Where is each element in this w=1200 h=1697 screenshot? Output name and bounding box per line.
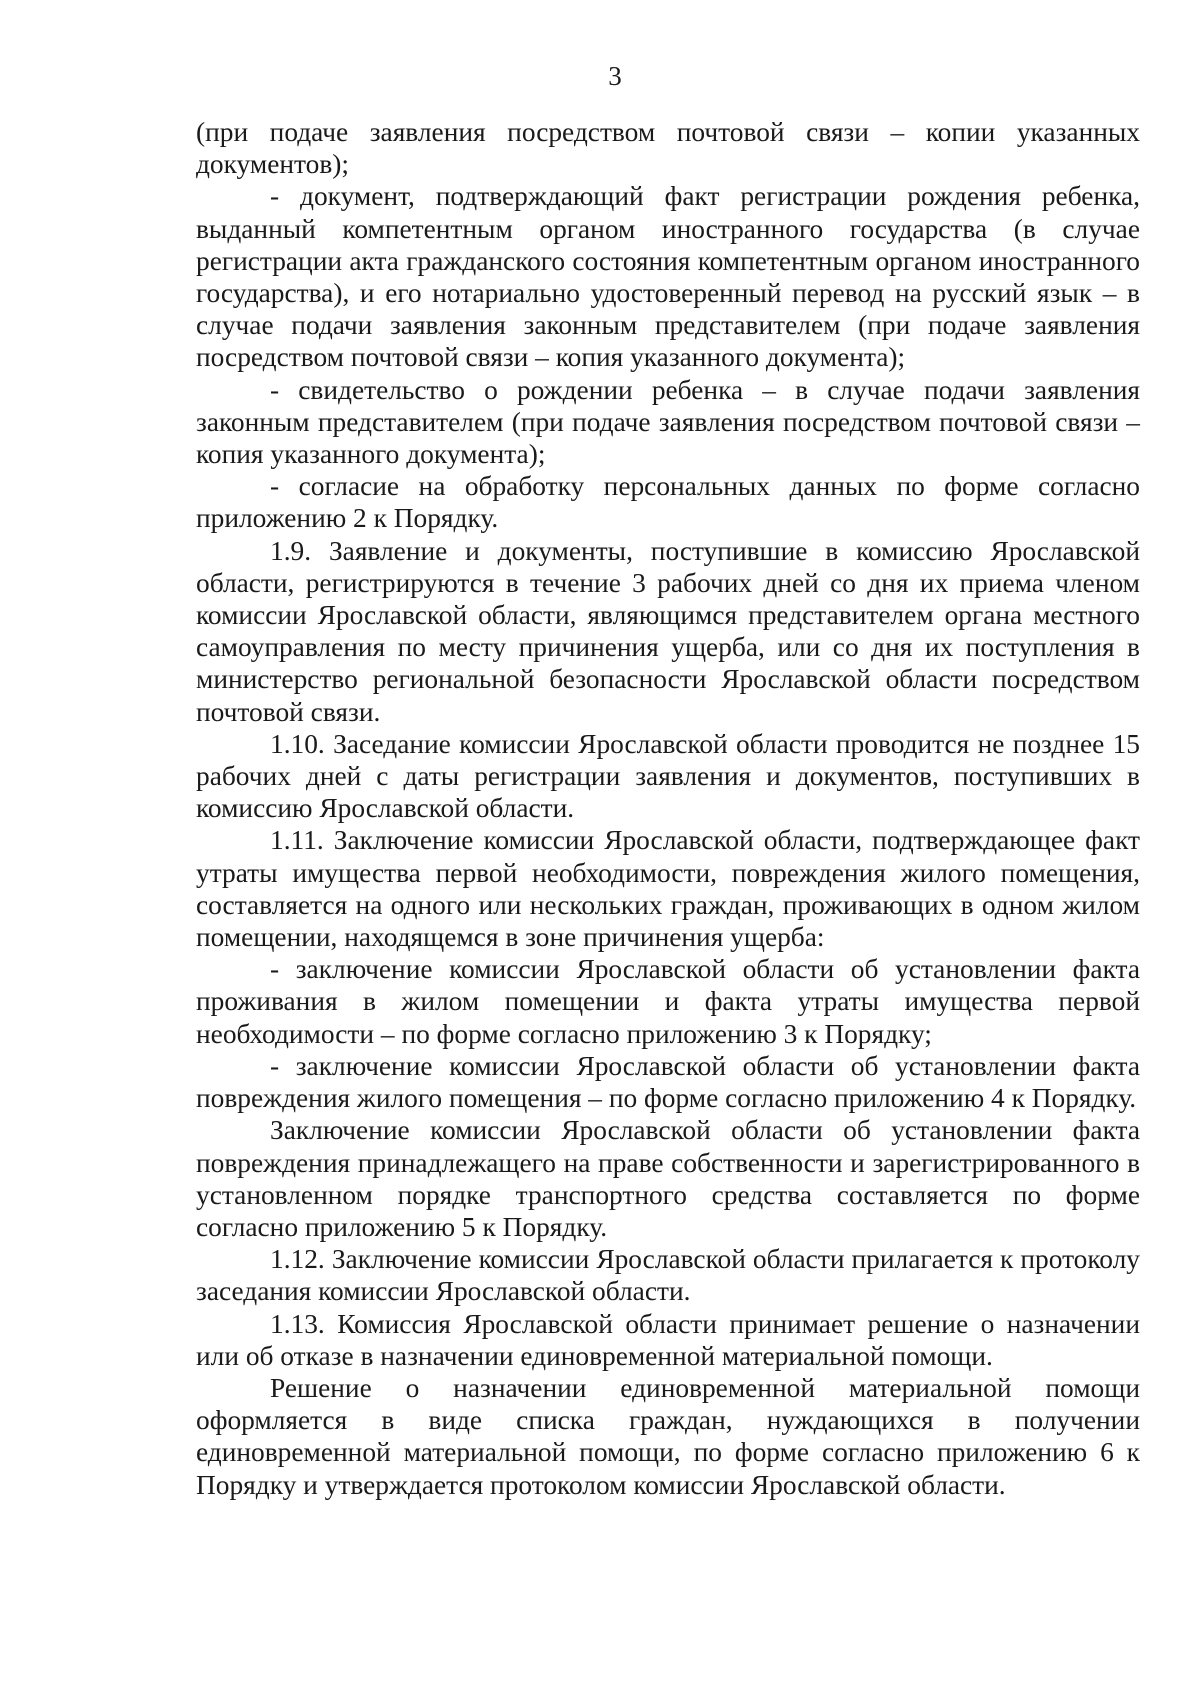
- paragraph-copies-continuation: (при подаче заявления посредством почтовой связи – копии указанных документов);: [196, 117, 1140, 180]
- paragraph-foreign-birth-document: - документ, подтверждающий факт регистрации рождения ребенка, выданный компетентным органом иностранного государства (в случае регистрации акта гражданского состояния компетентным органом иностранного государства), и его нотариально удостоверенный перевод на русский язык – в случае подачи заявления законным представителем (при подаче заявления посредством почтовой связи – копия указанного документа);: [196, 181, 1140, 373]
- page-number: 3: [608, 61, 622, 91]
- paragraph-1-10-meeting: 1.10. Заседание комиссии Ярославской области проводится не позднее 15 рабочих дней с даты регистрации заявления и документов, поступивших в комиссию Ярославской области.: [196, 728, 1140, 824]
- paragraph-birth-certificate: - свидетельство о рождении ребенка – в случае подачи заявления законным представителем (при подаче заявления посредством почтовой связи – копия указанного документа);: [196, 374, 1140, 470]
- paragraph-decision-list: Решение о назначении единовременной материальной помощи оформляется в виде списка граждан, нуждающихся в получении единовременной материальной помощи, по форме согласно приложению 6 к Порядку и утверждается протоколом комиссии Ярославской области.: [196, 1372, 1140, 1500]
- paragraph-conclusion-dwelling-damage: - заключение комиссии Ярославской области об установлении факта повреждения жилого помещения – по форме согласно приложению 4 к Порядку.: [196, 1050, 1140, 1114]
- document-body: [196, 116, 1140, 1501]
- paragraph-conclusion-vehicle-damage: Заключение комиссии Ярославской области об установлении факта повреждения принадлежащего на праве собственности и зарегистрированного в установленном порядке транспортного средства составляется по форме согласно приложению 5 к Порядку.: [196, 1115, 1140, 1242]
- paragraph-personal-data-consent: - согласие на обработку персональных данных по форме согласно приложению 2 к Порядку.: [196, 471, 1140, 534]
- paragraph-1-12-attachment: 1.12. Заключение комиссии Ярославской области прилагается к протоколу заседания комиссии Ярославской области.: [196, 1244, 1140, 1307]
- paragraph-1-11-conclusion: 1.11. Заключение комиссии Ярославской области, подтверждающее факт утраты имущества первой необходимости, повреждения жилого помещения, составляется на одного или нескольких граждан, проживающих в одном жилом помещении, находящемся в зоне причинения ущерба:: [196, 825, 1140, 953]
- paragraph-1-9-registration: 1.9. Заявление и документы, поступившие в комиссию Ярославской области, регистрируются в течение 3 рабочих дней со дня их приема членом комиссии Ярославской области, являющимся представителем органа местного самоуправления по месту причинения ущерба, или со дня их поступления в министерство региональной безопасности Ярославской области посредством почтовой связи.: [196, 535, 1140, 727]
- paragraph-conclusion-residence: - заключение комиссии Ярославской области об установлении факта проживания в жилом помещении и факта утраты имущества первой необходимости – по форме согласно приложению 3 к Порядку;: [196, 954, 1140, 1049]
- paragraph-1-13-decision: 1.13. Комиссия Ярославской области принимает решение о назначении или об отказе в назначении единовременной материальной помощи.: [196, 1308, 1140, 1371]
